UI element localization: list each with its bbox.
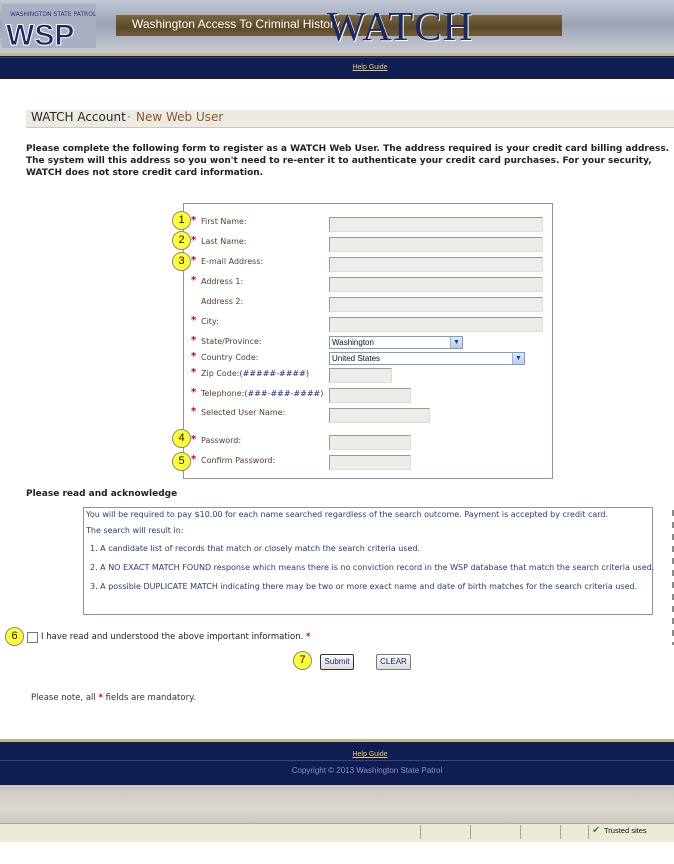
required-mark: * [98,693,103,703]
svg-text:WASHINGTON STATE PATROL: WASHINGTON STATE PATROL [10,11,96,18]
telephone-label [201,389,323,398]
required-mark: * [191,406,197,417]
mandatory-note-suffix: fields are mandatory. [105,693,196,703]
last-name-input[interactable] [329,237,543,252]
status-divider [588,825,589,839]
first-name-label: First Name: [201,217,247,226]
username-label: Selected User Name: [201,408,286,417]
address1-label: Address 1: [201,277,244,286]
required-mark: * [191,215,197,226]
page-title: WATCH Account [31,110,126,124]
marker-6: 6 [5,627,24,646]
required-mark: * [191,315,197,326]
city-label: City: [201,317,219,326]
state-select[interactable] [329,336,463,349]
acknowledge-checkbox-text: I have read and understood the above important information. [41,632,304,642]
confirm-password-input[interactable] [329,455,411,470]
telephone-label-text: Telephone: [201,389,245,398]
required-mark: * [191,434,197,445]
required-mark: * [191,255,197,266]
email-label: E-mail Address: [201,257,264,266]
clear-button[interactable]: CLEAR [376,654,411,670]
status-divider [520,825,521,839]
wsp-logo-text: WSP [6,19,75,48]
last-name-label: Last Name: [201,237,247,246]
address1-input[interactable] [329,277,543,292]
checkmark-icon: ✔ [592,825,601,836]
browser-status-bar [0,823,674,842]
zip-label-text: Zip Code: [201,369,240,378]
required-mark: * [191,275,197,286]
zip-label [201,369,309,378]
country-label: Country Code: [201,353,259,362]
acknowledge-checkbox[interactable] [27,632,38,643]
fee-notice: You will be required to pay $10.00 for each name searched regardless of the search outcome. Payment is accepted by credit card. [86,510,609,519]
password-input[interactable] [329,435,411,450]
address2-input[interactable] [329,297,543,312]
required-mark: * [191,235,197,246]
page-subtitle: New Web User [136,110,224,124]
password-label: Password: [201,436,242,445]
required-mark: * [191,454,197,465]
city-input[interactable] [329,317,543,332]
security-zone: Trusted sites [604,826,647,835]
first-name-input[interactable] [329,217,543,232]
marker-1: 1 [172,211,191,230]
state-label: State/Province: [201,337,262,346]
required-mark: * [191,351,197,362]
required-mark: * [191,387,197,398]
acknowledge-box [83,507,653,615]
state-select-value: Washington [332,338,374,347]
required-mark: * [191,367,197,378]
username-input[interactable] [329,408,430,423]
title-separator: · [127,110,131,124]
submit-button[interactable]: Submit [320,654,354,670]
banner-text: Washington Access To Criminal History [132,17,341,31]
status-divider [470,825,471,839]
marker-4: 4 [172,429,191,448]
footer-band [0,785,674,823]
footer-help-guide-link[interactable]: Help Guide [352,751,388,758]
result-item-1: 1. A candidate list of records that match or closely match the search criteria used. [90,544,421,553]
telephone-input[interactable] [329,388,411,403]
marker-5: 5 [172,452,191,471]
confirm-password-label: Confirm Password: [201,456,276,465]
acknowledge-heading: Please read and acknowledge [26,489,178,499]
results-intro: The search will result in: [86,526,184,535]
result-item-2: 2. A NO EXACT MATCH FOUND response which means there is no conviction record in the WSP database that match the search criteria used. [90,563,655,572]
copyright: Copyright © 2013 Washington State Patrol [291,766,443,775]
chevron-down-icon[interactable]: ▼ [450,337,462,348]
footer [0,739,674,785]
zip-input[interactable] [329,368,392,383]
status-divider [420,825,421,839]
acknowledge-checkbox-label [41,632,311,642]
required-mark: * [191,335,197,346]
status-divider [560,825,561,839]
country-select[interactable] [329,352,525,365]
marker-7: 7 [293,651,312,670]
mandatory-note-prefix: Please note, all [31,693,96,703]
result-item-3: 3. A possible DUPLICATE MATCH indicating there may be two or more exact name and date of birth matches for the search criteria used. [90,582,638,591]
marker-3: 3 [172,252,191,271]
required-mark: * [306,632,311,642]
footer-divider [0,760,674,761]
help-guide-link[interactable]: Help Guide [352,64,388,71]
marker-2: 2 [172,231,191,250]
address2-label: Address 2: [201,297,244,306]
mandatory-note [31,693,196,703]
country-select-value: United States [332,354,381,363]
zip-format-hint: (#####-####) [239,369,309,378]
intro-text: Please complete the following form to register as a WATCH Web User. The address required is your credit card billing address. The system will this address so you won't need to re-enter it to authenticate your credit card purchases. For your security, WATCH does not store credit card information. [26,144,670,178]
wsp-logo [2,4,96,48]
email-input[interactable] [329,257,543,272]
chevron-down-icon[interactable]: ▼ [512,353,524,364]
telephone-format-hint: (###-###-####) [244,389,324,398]
app-title: WATCH [327,3,474,49]
